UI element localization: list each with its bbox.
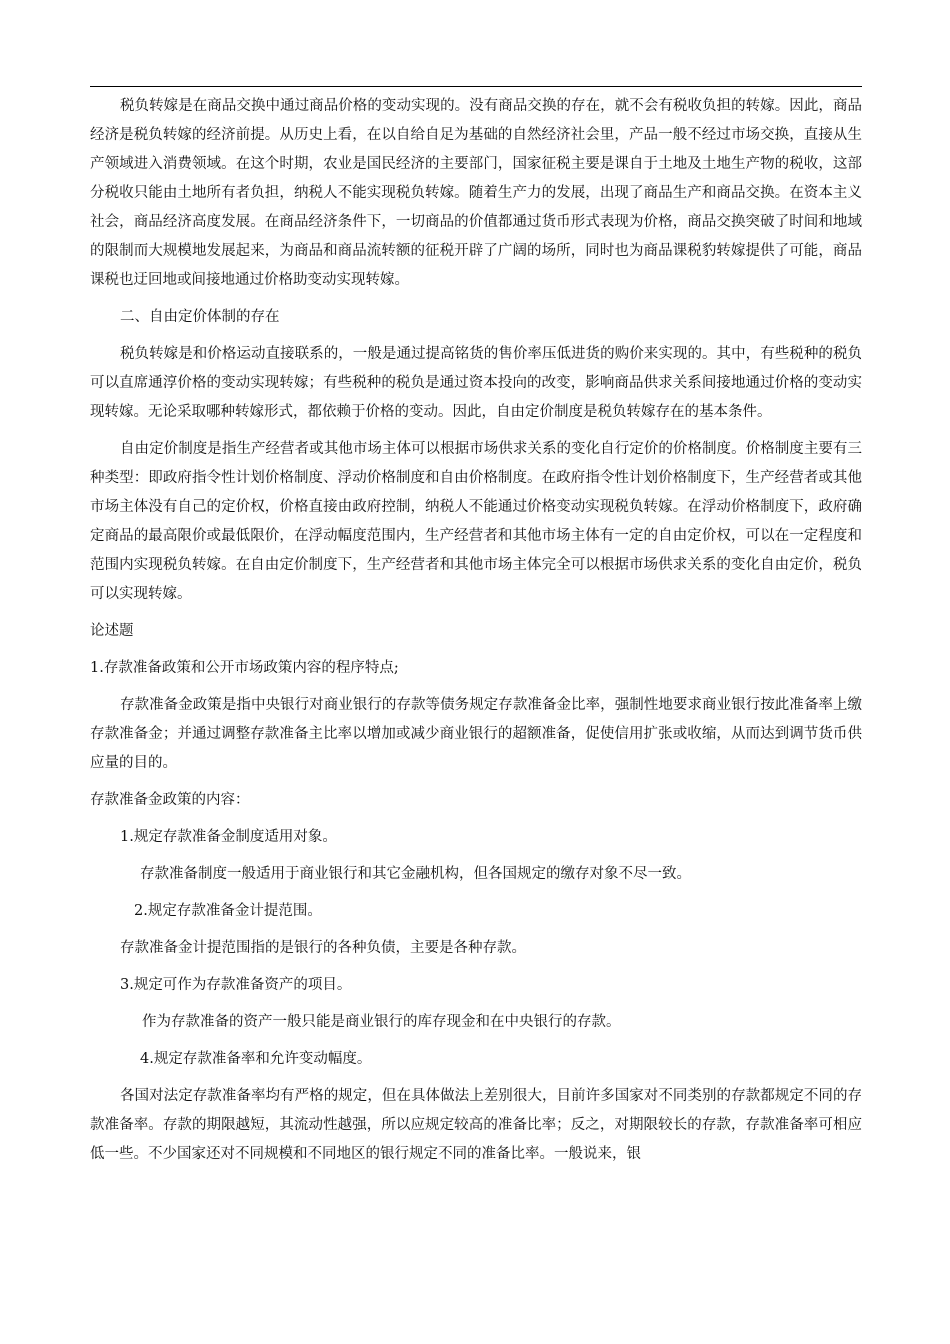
paragraph-tax-shifting-commodity-economy: 税负转嫁是在商品交换中通过商品价格的变动实现的。没有商品交换的存在，就不会有税收负担的转嫁。因此，商品经济是税负转嫁的经济前提。从历史上看，在以自给自足为基础的自然经济社会里，产品一般不经过市场交换，直接从生产领域进入消费领域。在这个时期，农业是国民经济的主要部门，国家征税主要是课自于土地及土地生产物的税收，这部分税收只能由土地所有者负担，纳税人不能实现税负转嫁。随着生产力的发展，出现了商品生产和商品交换。在资本主义社会，商品经济高度发展。在商品经济条件下，一切商品的价值都通过货币形式表现为价格，商品交换突破了时间和地域的限制而大规模地发展起来，为商品和商品流转额的征税开辟了广阔的场所，同时也为商品课税豹转嫁提供了可能，商品课税也迂回地或间接地通过价格助变动实现转嫁。 (90, 98, 862, 288)
question-1: 1.存款准备政策和公开市场政策内容的程序特点; (90, 660, 399, 676)
heading-reserve-policy-content: 存款准备金政策的内容： (90, 792, 250, 808)
section-heading-free-pricing: 二、自由定价体制的存在 (120, 309, 280, 325)
list-item-1: 1.规定存款准备金制度适用对象。 (120, 829, 337, 845)
header-rule (90, 86, 862, 87)
list-item-3-detail: 作为存款准备的资产一般只能是商业银行的库存现金和在中央银行的存款。 (142, 1014, 621, 1030)
heading-essay-questions: 论述题 (90, 623, 134, 639)
paragraph-reserve-policy-definition: 存款准备金政策是指中央银行对商业银行的存款等债务规定存款准备金比率，强制性地要求商业银行按此准备率上缴存款准备金；并通过调整存款准备主比率以增加或减少商业银行的超额准备，促使信用扩张或收缩，从而达到调节货币供应量的目的。 (90, 697, 862, 771)
document-body (90, 92, 862, 1169)
list-item-4: 4.规定存款准备率和允许变动幅度。 (140, 1051, 372, 1067)
paragraph-free-pricing-system: 自由定价制度是指生产经营者或其他市场主体可以根据市场供求关系的变化自行定价的价格制度。价格制度主要有三种类型：即政府指令性计划价格制度、浮动价格制度和自由价格制度。在政府指令性计划价格制度下，生产经营者或其他市场主体没有自己的定价权，价格直接由政府控制，纳税人不能通过价格变动实现税负转嫁。在浮动价格制度下，政府确定商品的最高限价或最低限价，在浮动幅度范围内，生产经营者和其他市场主体有一定的自由定价权，可以在一定程度和范围内实现税负转嫁。在自由定价制度下，生产经营者和其他市场主体完全可以根据市场供求关系的变化自由定价，税负可以实现转嫁。 (90, 441, 862, 602)
list-item-2-detail: 存款准备金计提范围指的是银行的各种负债，主要是各种存款。 (120, 940, 526, 956)
paragraph-reserve-ratio-rules: 各国对法定存款准备率均有严格的规定，但在具体做法上差别很大，目前许多国家对不同类别的存款都规定不同的存款准备率。存款的期限越短，其流动性越强，所以应规定较高的准备比率；反之，对期限较长的存款，存款准备率可相应低一些。不少国家还对不同规模和不同地区的银行规定不同的准备比率。一般说来，银 (90, 1088, 862, 1162)
paragraph-tax-shifting-price-movement: 税负转嫁是和价格运动直接联系的，一般是通过提高铭货的售价率压低进货的购价来实现的。其中，有些税种的税负可以直席通淳价格的变动实现转嫁；有些税种的税负是通过资本投向的改变，影响商品供求关系间接地通过价格的变动实现转嫁。无论采取哪种转嫁形式，都依赖于价格的变动。因此，自由定价制度是税负转嫁存在的基本条件。 (90, 346, 862, 420)
list-item-3: 3.规定可作为存款准备资产的项目。 (120, 977, 352, 993)
list-item-2: 2.规定存款准备金计提范围。 (134, 903, 322, 919)
list-item-1-detail: 存款准备制度一般适用于商业银行和其它金融机构，但各国规定的缴存对象不尽一致。 (140, 866, 691, 882)
